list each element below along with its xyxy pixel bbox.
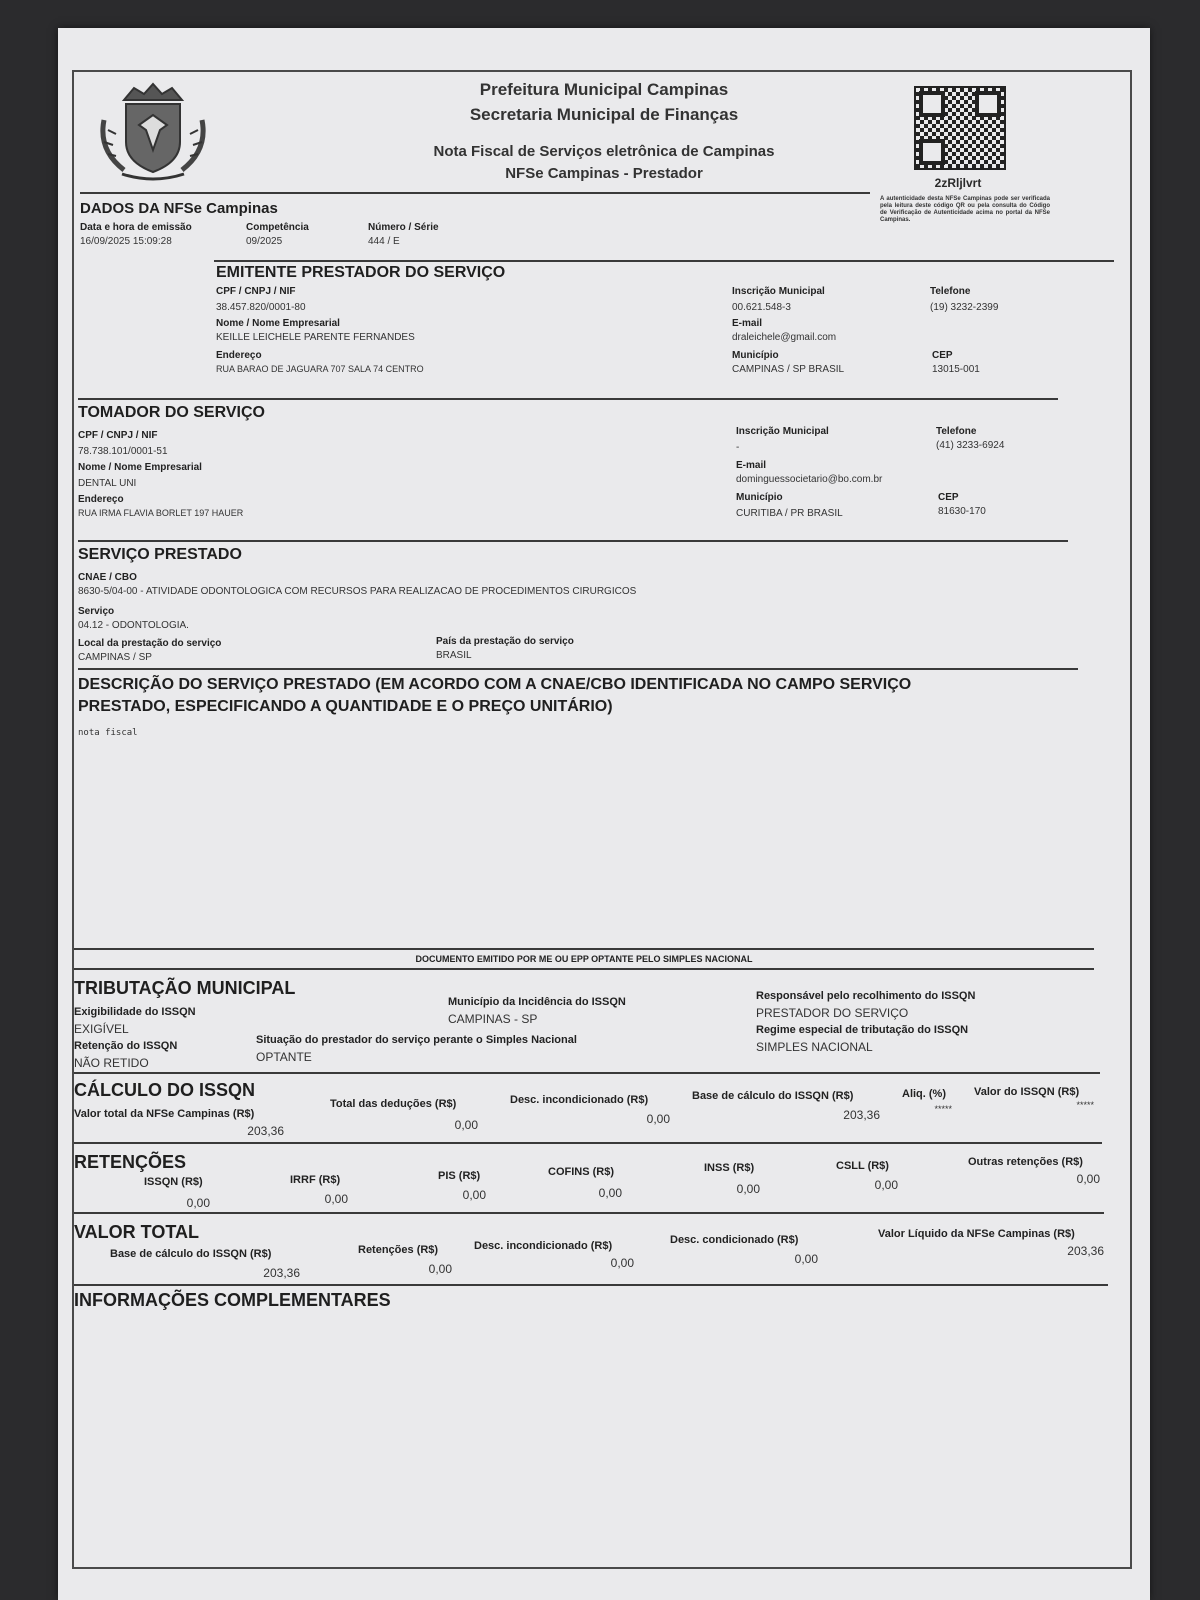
retencoes-title: RETENÇÕES (74, 1152, 187, 1172)
tomador-nome-label: Nome / Nome Empresarial (78, 462, 202, 473)
divider (74, 948, 1094, 950)
divider (78, 668, 1078, 670)
emitente-cpf-value: 38.457.820/0001-80 (216, 302, 306, 313)
situacao-label: Situação do prestador do serviço perante o Simples Nacional (256, 1034, 577, 1046)
emitente-endereco-label: Endereço (216, 350, 262, 361)
tomador-title: TOMADOR DO SERVIÇO (78, 404, 265, 421)
regime-value: SIMPLES NACIONAL (756, 1040, 873, 1054)
ret-issqn-value: 0,00 (186, 1196, 210, 1210)
tomador-email-value: dominguessocietario@bo.com.br (736, 474, 883, 485)
emitente-cep-value: 13015-001 (932, 364, 980, 375)
tomador-im-label: Inscrição Municipal (736, 426, 829, 437)
situacao-value: OPTANTE (256, 1050, 312, 1064)
emitente-telefone-label: Telefone (930, 286, 971, 297)
emitente-municipio-value: CAMPINAS / SP BRASIL (732, 364, 845, 375)
base-label: Base de cálculo do ISSQN (R$) (692, 1090, 854, 1102)
emitente-telefone-value: (19) 3232-2399 (930, 302, 999, 313)
simples-banner: DOCUMENTO EMITIDO POR ME OU EPP OPTANTE PELO SIMPLES NACIONAL (415, 954, 753, 964)
header-line-1: Prefeitura Municipal Campinas (479, 80, 729, 99)
incidencia-label: Município da Incidência do ISSQN (448, 996, 626, 1008)
valor-issqn-label: Valor do ISSQN (R$) (974, 1086, 1080, 1098)
nfse-paper (58, 28, 1150, 1600)
servico-value: 04.12 - ODONTOLOGIA. (78, 620, 189, 631)
tomador-endereco-label: Endereço (78, 494, 124, 505)
vt-retencoes-label: Retenções (R$) (358, 1244, 439, 1256)
vt-base-label: Base de cálculo do ISSQN (R$) (110, 1248, 272, 1260)
ret-outras-value: 0,00 (1076, 1172, 1100, 1186)
deducoes-value: 0,00 (454, 1118, 478, 1132)
divider (74, 1142, 1102, 1144)
ret-irrf-value: 0,00 (324, 1192, 348, 1206)
deducoes-label: Total das deduções (R$) (330, 1098, 457, 1110)
tomador-cpf-label: CPF / CNPJ / NIF (78, 430, 158, 441)
valor-issqn-value: ***** (1076, 1100, 1094, 1110)
pais-label: País da prestação do serviço (436, 636, 574, 647)
divider (74, 1212, 1104, 1214)
responsavel-value: PRESTADOR DO SERVIÇO (756, 1006, 909, 1020)
emitente-email-value: draleichele@gmail.com (732, 332, 837, 343)
retencao-label: Retenção do ISSQN (74, 1040, 178, 1052)
tomador-cep-value: 81630-170 (938, 506, 986, 517)
emitente-im-value: 00.621.548-3 (732, 302, 791, 313)
qr-code-icon (914, 86, 1006, 170)
responsavel-label: Responsável pelo recolhimento do ISSQN (756, 990, 976, 1002)
desc-incond-label: Desc. incondicionado (R$) (510, 1094, 649, 1106)
tomador-municipio-value: CURITIBA / PR BRASIL (736, 508, 843, 519)
tributacao-title: TRIBUTAÇÃO MUNICIPAL (74, 978, 296, 998)
tomador-cep-label: CEP (938, 492, 959, 503)
header-line-4: NFSe Campinas - Prestador (505, 165, 703, 182)
dados-title: DADOS DA NFSe Campinas (80, 200, 278, 217)
competencia-label: Competência (246, 222, 309, 233)
emitente-cep-label: CEP (932, 350, 953, 361)
valor-total-title: VALOR TOTAL (74, 1222, 199, 1242)
emissao-value: 16/09/2025 15:09:28 (80, 236, 172, 247)
vt-liquido-label: Valor Líquido da NFSe Campinas (R$) (878, 1228, 1075, 1240)
local-label: Local da prestação do serviço (78, 638, 222, 649)
document-frame (72, 70, 1132, 1569)
desc-incond-value: 0,00 (646, 1112, 670, 1126)
ret-issqn-label: ISSQN (R$) (144, 1176, 203, 1188)
competencia-value: 09/2025 (246, 236, 283, 247)
emissao-label: Data e hora de emissão (80, 222, 192, 233)
vt-desc-incond-value: 0,00 (610, 1256, 634, 1270)
header-line-2: Secretaria Municipal de Finanças (469, 105, 739, 124)
descricao-text: nota fiscal (78, 728, 138, 738)
vt-liquido-value: 203,36 (1067, 1244, 1104, 1258)
divider (74, 1072, 1100, 1074)
numero-label: Número / Série (368, 222, 439, 233)
emitente-municipio-label: Município (732, 350, 779, 361)
tomador-nome-value: DENTAL UNI (78, 478, 137, 489)
ret-inss-value: 0,00 (736, 1182, 760, 1196)
ret-outras-label: Outras retenções (R$) (968, 1156, 1083, 1168)
ret-csll-value: 0,00 (874, 1178, 898, 1192)
tomador-im-value: - (736, 442, 740, 453)
verification-code: 2zRljlvrt (934, 176, 982, 190)
regime-label: Regime especial de tributação do ISSQN (756, 1024, 969, 1036)
ret-inss-label: INSS (R$) (704, 1162, 755, 1174)
ret-cofins-value: 0,00 (598, 1186, 622, 1200)
aliq-value: ***** (934, 1104, 952, 1114)
vt-retencoes-value: 0,00 (428, 1262, 452, 1276)
vt-base-value: 203,36 (263, 1266, 300, 1280)
emitente-endereco-value: RUA BARAO DE JAGUARA 707 SALA 74 CENTRO (216, 364, 424, 374)
authenticity-note: A autenticidade desta NFSe Campinas pode ser verificada pela leitura deste código QR ou pela consulta do Código de Verificação de Autenticidade acima no portal da NFSe Campinas. (880, 196, 1050, 223)
tomador-endereco-value: RUA IRMA FLAVIA BORLET 197 HAUER (78, 508, 244, 518)
divider (78, 398, 1058, 400)
emitente-nome-label: Nome / Nome Empresarial (216, 318, 340, 329)
emitente-title: EMITENTE PRESTADOR DO SERVIÇO (216, 264, 506, 281)
vt-desc-incond-label: Desc. incondicionado (R$) (474, 1240, 613, 1252)
base-value: 203,36 (843, 1108, 880, 1122)
servico-label: Serviço (78, 606, 115, 617)
emitente-email-label: E-mail (732, 318, 763, 329)
local-value: CAMPINAS / SP (78, 652, 152, 663)
descricao-title-line-1: DESCRIÇÃO DO SERVIÇO PRESTADO (EM ACORDO COM A CNAE/CBO IDENTIFICADA NO CAMPO SERVIÇO (78, 676, 912, 693)
vt-desc-cond-value: 0,00 (794, 1252, 818, 1266)
coat-of-arms-icon (94, 80, 212, 184)
ret-pis-label: PIS (R$) (438, 1170, 481, 1182)
divider (78, 540, 1068, 542)
emitente-cpf-label: CPF / CNPJ / NIF (216, 286, 296, 297)
tomador-telefone-label: Telefone (936, 426, 977, 437)
aliq-label: Aliq. (%) (902, 1088, 946, 1100)
ret-irrf-label: IRRF (R$) (290, 1174, 341, 1186)
servico-title: SERVIÇO PRESTADO (78, 546, 242, 563)
tomador-municipio-label: Município (736, 492, 783, 503)
valor-total-label: Valor total da NFSe Campinas (R$) (74, 1108, 255, 1120)
numero-value: 444 / E (368, 236, 400, 247)
incidencia-value: CAMPINAS - SP (448, 1012, 538, 1026)
header-line-3: Nota Fiscal de Serviços eletrônica de Campinas (433, 143, 775, 160)
tomador-email-label: E-mail (736, 460, 767, 471)
calculo-title: CÁLCULO DO ISSQN (74, 1080, 256, 1100)
exig-label: Exigibilidade do ISSQN (74, 1006, 196, 1018)
divider (74, 1284, 1108, 1286)
tomador-cpf-value: 78.738.101/0001-51 (78, 446, 168, 457)
exig-value: EXIGÍVEL (74, 1022, 129, 1036)
emitente-nome-value: KEILLE LEICHELE PARENTE FERNANDES (216, 332, 415, 343)
divider (80, 192, 870, 194)
descricao-title-line-2: PRESTADO, ESPECIFICANDO A QUANTIDADE E O PREÇO UNITÁRIO) (78, 698, 613, 715)
cnae-label: CNAE / CBO (78, 572, 137, 583)
ret-pis-value: 0,00 (462, 1188, 486, 1202)
pais-value: BRASIL (436, 650, 472, 661)
vt-desc-cond-label: Desc. condicionado (R$) (670, 1234, 799, 1246)
valor-total-value: 203,36 (247, 1124, 284, 1138)
informacoes-title: INFORMAÇÕES COMPLEMENTARES (74, 1290, 391, 1310)
ret-csll-label: CSLL (R$) (836, 1160, 889, 1172)
emitente-im-label: Inscrição Municipal (732, 286, 825, 297)
tomador-telefone-value: (41) 3233-6924 (936, 440, 1005, 451)
retencao-value: NÃO RETIDO (74, 1056, 149, 1070)
ret-cofins-label: COFINS (R$) (548, 1166, 614, 1178)
cnae-value: 8630-5/04-00 - ATIVIDADE ODONTOLOGICA COM RECURSOS PARA REALIZACAO DE PROCEDIMENTOS CIRURGICOS (78, 586, 637, 597)
divider (74, 968, 1094, 970)
divider (214, 260, 1114, 262)
